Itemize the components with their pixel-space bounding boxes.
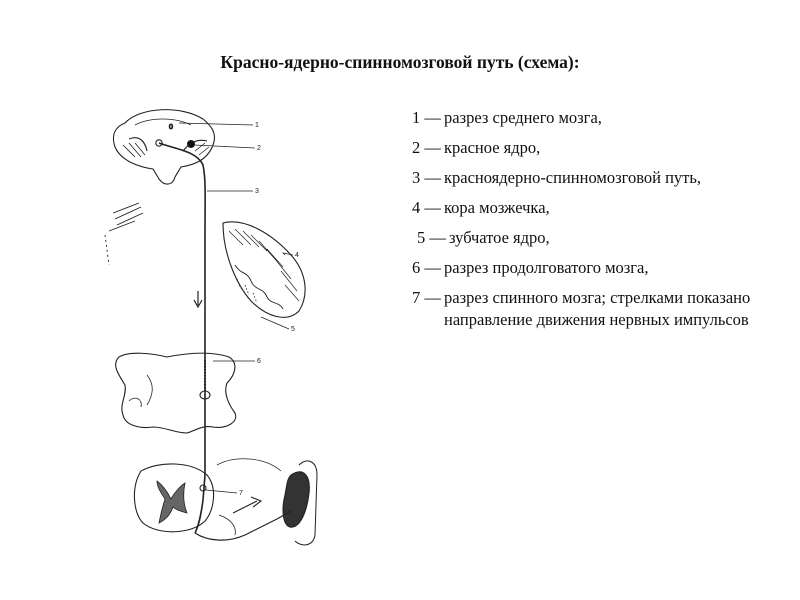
midbrain-section <box>113 110 214 184</box>
diagram-label-3: 3 <box>255 188 259 195</box>
rubrospinal-tract-diagram <box>95 95 340 560</box>
diagram-label-4: 4 <box>295 252 299 259</box>
legend-list <box>412 107 782 339</box>
medulla-section <box>116 353 236 433</box>
legend-number: 5 — <box>417 228 446 247</box>
legend-number: 7 — <box>412 288 441 307</box>
legend-item-4 <box>412 197 782 219</box>
legend-item-3 <box>412 167 782 189</box>
legend-text: красноядерно-спинномозговой путь, <box>444 168 702 187</box>
diagram-label-6: 6 <box>257 358 261 365</box>
legend-item-7 <box>412 287 782 331</box>
legend-text: разрез спинного мозга; стрелками показано направление движения нервных импульсов <box>444 288 751 329</box>
diagram-label-7: 7 <box>239 490 243 497</box>
diagram-label-2: 2 <box>257 145 261 152</box>
leader-lines <box>179 123 293 493</box>
muscle <box>277 461 317 545</box>
dentate-nucleus <box>235 265 283 309</box>
legend-item-1 <box>412 107 782 129</box>
spinal-cord-section <box>134 464 213 532</box>
red-nucleus <box>188 141 195 148</box>
legend-item-5 <box>417 227 782 249</box>
legend-text: разрез среднего мозга, <box>444 108 602 127</box>
aqueduct-mark: 0 <box>169 124 173 131</box>
legend-number: 1 — <box>412 108 441 127</box>
legend-item-6 <box>412 257 782 279</box>
legend-item-2 <box>412 137 782 159</box>
legend-number: 4 — <box>412 198 441 217</box>
legend-number: 6 — <box>412 258 441 277</box>
legend-number: 3 — <box>412 168 441 187</box>
rubrospinal-tract-line <box>159 143 205 533</box>
cerebellum-fragment-left <box>105 203 143 265</box>
legend-text: зубчатое ядро, <box>449 228 550 247</box>
peripheral-nerve <box>195 459 281 540</box>
down-arrow <box>194 291 202 307</box>
legend-text: разрез продолговатого мозга, <box>444 258 649 277</box>
diagram-label-1: 1 <box>255 122 259 129</box>
legend-text: красное ядро, <box>444 138 541 157</box>
diagram-label-5: 5 <box>291 326 295 333</box>
legend-number: 2 — <box>412 138 441 157</box>
page-title: Красно-ядерно-спинномозговой путь (схема): <box>220 52 580 72</box>
cerebellar-cortex <box>223 222 305 318</box>
legend-text: кора мозжечка, <box>444 198 550 217</box>
